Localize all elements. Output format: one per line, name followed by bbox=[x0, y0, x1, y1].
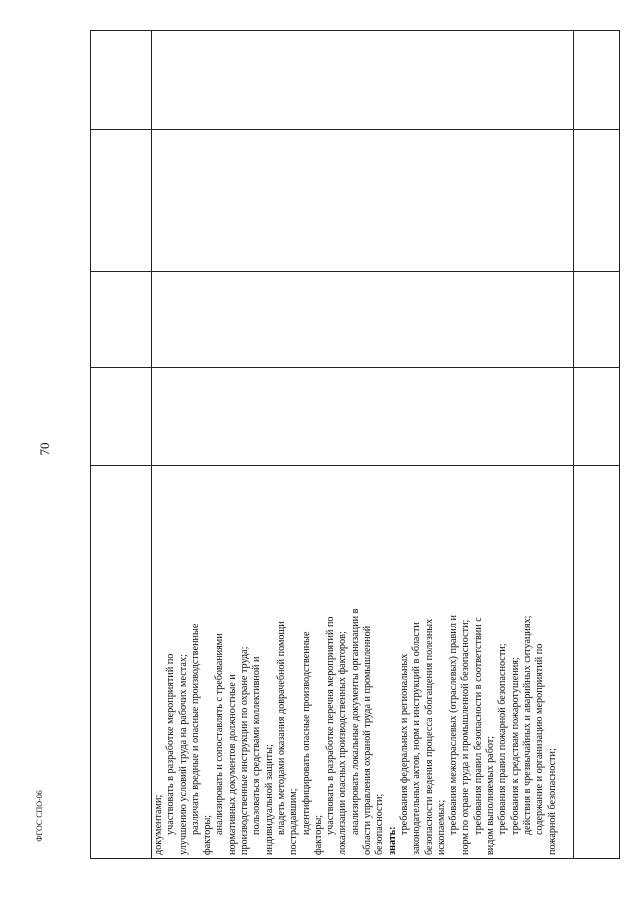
cell-line: анализировать и сопоставлять с требованиями bbox=[214, 633, 226, 835]
cell-line: области управления охраной труда и промышленной bbox=[362, 625, 374, 855]
cell-line: участвовать в разработке перечня мероприятий по bbox=[325, 616, 337, 835]
cell-line: требования межотраслевых (отраслевых) правил и bbox=[448, 615, 460, 835]
cell-line: норм по охране труда и промышленной безопасности; bbox=[460, 619, 472, 855]
cell-line: различать вредные и опасные производственные bbox=[189, 623, 201, 835]
cell-line: документами; bbox=[153, 794, 164, 855]
cell-line: пострадавшим; bbox=[288, 788, 300, 855]
cell-line: пожарной безопасности; bbox=[546, 748, 558, 855]
cell-line bbox=[387, 472, 399, 855]
document-footer: ФГОС СПО-06 bbox=[35, 790, 44, 842]
cell-line: анализировать локальные документы организации в bbox=[349, 608, 361, 835]
cell-line: действия в чрезвычайных и аварийных ситуациях; bbox=[521, 615, 533, 835]
cell-line: факторы; bbox=[312, 814, 324, 855]
row-divider-2 bbox=[91, 271, 619, 272]
cell-line: улучшению условий труда на рабочих местах; bbox=[177, 654, 189, 855]
row-divider-4 bbox=[91, 465, 619, 466]
content-cell-text bbox=[151, 468, 573, 859]
cell-line: требования к средствам пожаротушения; bbox=[509, 657, 521, 835]
row-divider-3 bbox=[91, 367, 619, 368]
cell-line: производственные инструкции по охране труда; bbox=[239, 646, 251, 855]
competency-table bbox=[90, 30, 620, 859]
cell-line: пользоваться средствами коллективной и bbox=[251, 656, 263, 835]
cell-line: требования федеральных и региональных bbox=[398, 653, 410, 835]
cell-line: нормативных документов должностные и bbox=[226, 674, 238, 855]
cell-line: локализации опасных производственных факторов; bbox=[337, 631, 349, 855]
cell-line: безопасности ведения процесса обогащения полезных bbox=[423, 618, 435, 855]
cell-line: требования правил пожарной безопасности; bbox=[497, 643, 509, 835]
cell-line: индивидуальной защиты; bbox=[263, 744, 275, 855]
cell-line: идентифицировать опасные производственные bbox=[300, 631, 312, 835]
cell-line: ископаемых; bbox=[435, 799, 447, 855]
cell-line: владеть методами оказания доврачебной помощи bbox=[275, 621, 287, 835]
cell-line: видом выполняемых работ; bbox=[485, 735, 497, 855]
cell-line: участвовать в разработке мероприятий по bbox=[165, 653, 177, 835]
page-number: 70 bbox=[37, 442, 52, 456]
cell-line: законодательных актов, норм и инструкций в области bbox=[411, 622, 423, 855]
cell-line-bold: знать: bbox=[386, 826, 398, 855]
cell-line: безопасности; bbox=[374, 793, 386, 855]
cell-line: факторы; bbox=[202, 814, 214, 855]
row-divider-1 bbox=[91, 129, 619, 130]
column-divider-2 bbox=[573, 31, 574, 858]
content-cell bbox=[151, 468, 573, 859]
cell-line: содержание и организацию мероприятий по bbox=[534, 643, 546, 835]
cell-line: требования правил безопасности в соответствии с bbox=[472, 617, 484, 835]
